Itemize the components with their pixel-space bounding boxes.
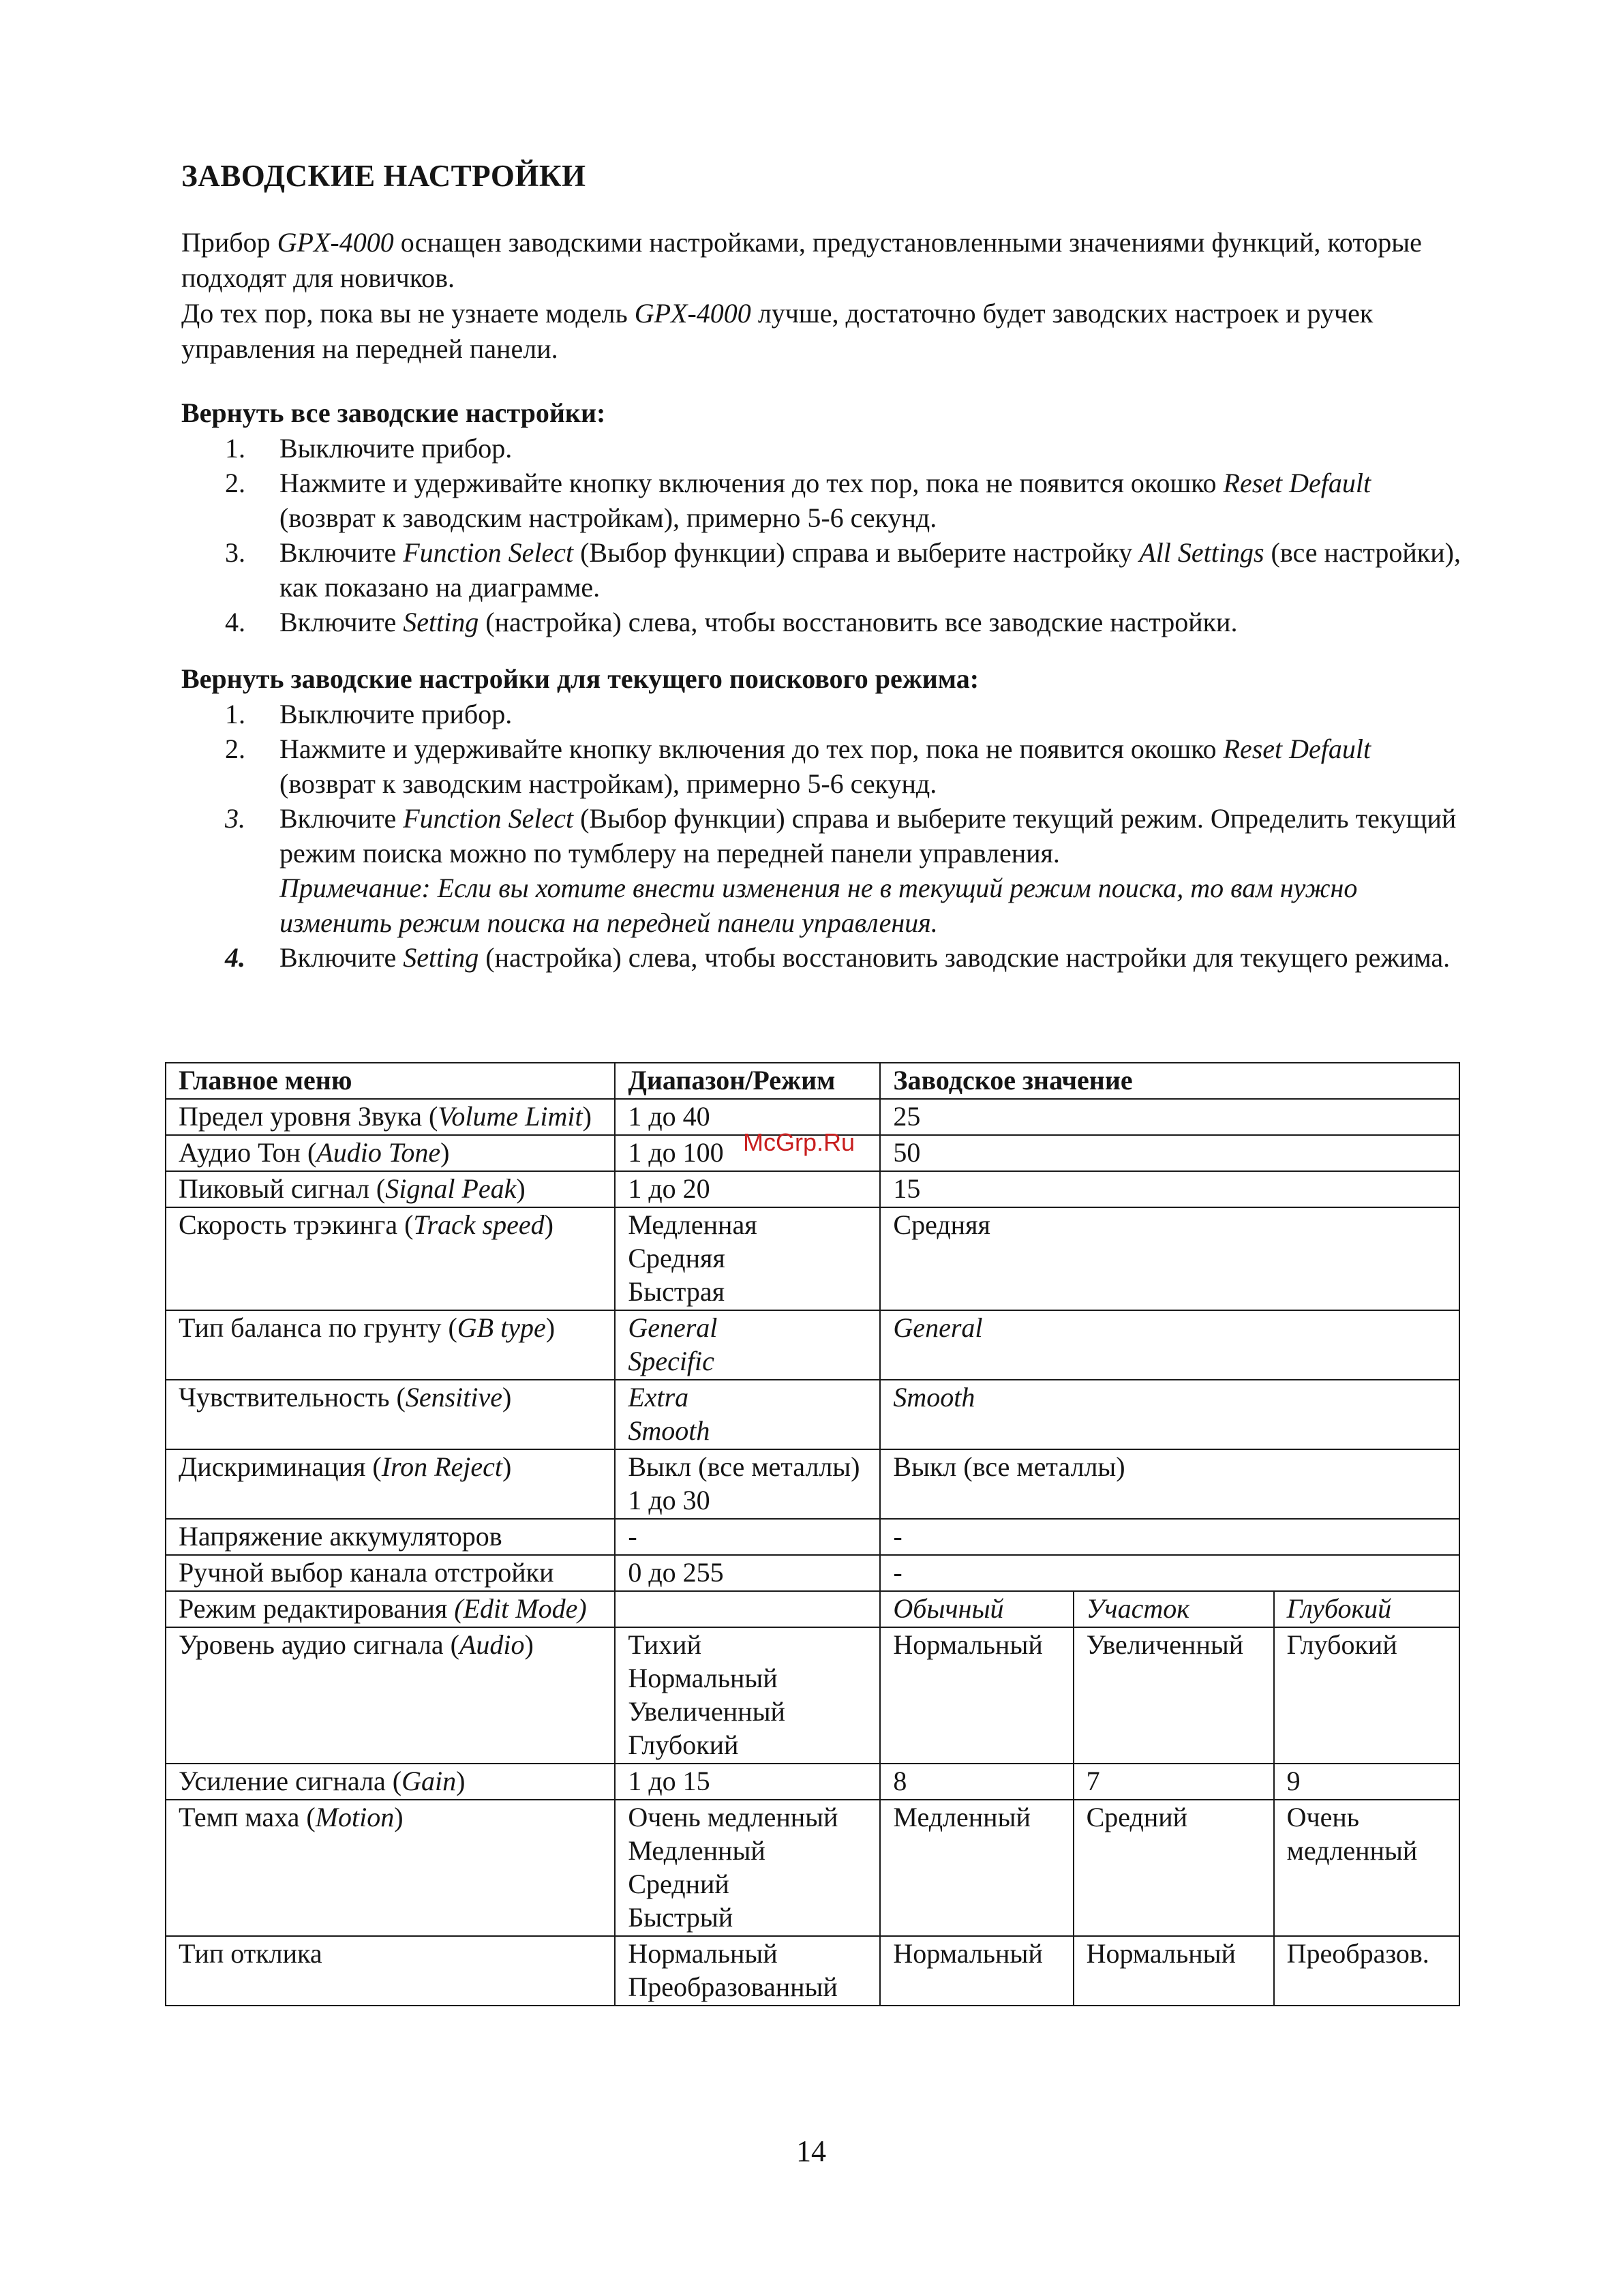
menu-cell: Дискриминация (Iron Reject) <box>166 1449 615 1519</box>
value-cell: 50 <box>880 1135 1459 1171</box>
range-cell: 0 до 255 <box>615 1555 880 1591</box>
page-title: ЗАВОДСКИЕ НАСТРОЙКИ <box>181 159 586 193</box>
list-item: 2. Нажмите и удерживайте кнопку включения до тех пор, пока не появится окошко Reset Default (возврат к заводским настройкам), примерно 5-6 секунд. <box>225 468 1371 533</box>
menu-cell: Скорость трэкинга (Track speed) <box>166 1207 615 1310</box>
value-cell: Средний <box>1074 1800 1274 1936</box>
column-header-range: Диапазон/Режим <box>615 1063 880 1099</box>
table-header-row <box>166 1063 1459 1099</box>
menu-cell: Режим редактирования (Edit Mode) <box>166 1591 615 1627</box>
mode-cell-normal: Обычный <box>880 1591 1073 1627</box>
menu-cell: Уровень аудио сигнала (Audio) <box>166 1627 615 1764</box>
column-header-default: Заводское значение <box>880 1063 1459 1099</box>
table-row <box>166 1310 1459 1380</box>
section-heading-all-settings: Вернуть все заводские настройки: <box>181 397 606 428</box>
list-item: 2. Нажмите и удерживайте кнопку включения до тех пор, пока не появится окошко Reset Default (возврат к заводским настройкам), примерно 5-6 секунд. <box>225 734 1371 799</box>
menu-cell: Пиковый сигнал (Signal Peak) <box>166 1171 615 1207</box>
value-cell: Преобразов. <box>1274 1936 1459 2006</box>
value-cell: Увеличенный <box>1074 1627 1274 1764</box>
table-row <box>166 1380 1459 1449</box>
range-cell: 1 до 15 <box>615 1764 880 1800</box>
value-cell: Нормальный <box>880 1936 1073 2006</box>
menu-cell: Тип баланса по грунту (GB type) <box>166 1310 615 1380</box>
intro-paragraph-1: Прибор GPX-4000 оснащен заводскими настройками, предустановленными значениями функций, которые подходят для новичков. <box>181 227 1422 293</box>
value-cell: 15 <box>880 1171 1459 1207</box>
menu-cell: Усиление сигнала (Gain) <box>166 1764 615 1800</box>
table-row <box>166 1936 1459 2006</box>
column-header-main-menu: Главное меню <box>166 1063 615 1099</box>
table-row <box>166 1207 1459 1310</box>
table-row <box>166 1519 1459 1555</box>
table-row <box>166 1800 1459 1936</box>
table-row <box>166 1591 1459 1627</box>
intro-paragraph-2: До тех пор, пока вы не узнаете модель GPX-4000 лучше, достаточно будет заводских настроек и ручек управления на передней панели. <box>181 298 1374 364</box>
value-cell: - <box>880 1555 1459 1591</box>
menu-cell: Ручной выбор канала отстройки <box>166 1555 615 1591</box>
range-cell: General Specific <box>615 1310 880 1380</box>
intro-text <box>181 225 1476 367</box>
menu-cell: Тип отклика <box>166 1936 615 2006</box>
value-cell: Средняя <box>880 1207 1459 1310</box>
range-cell: - <box>615 1519 880 1555</box>
table-row <box>166 1449 1459 1519</box>
factory-settings-table <box>165 1062 1460 2006</box>
value-cell: Медленный <box>880 1800 1073 1936</box>
table-row <box>166 1764 1459 1800</box>
value-cell: Выкл (все металлы) <box>880 1449 1459 1519</box>
range-cell: 1 до 40 <box>615 1099 880 1135</box>
menu-cell: Чувствительность (Sensitive) <box>166 1380 615 1449</box>
mode-cell-deep: Глубокий <box>1274 1591 1459 1627</box>
value-cell: Smooth <box>880 1380 1459 1449</box>
mode-cell-area: Участок <box>1074 1591 1274 1627</box>
range-cell: Очень медленный Медленный Средний Быстрый <box>615 1800 880 1936</box>
list-item: 3. Включите Function Select (Выбор функции) справа и выберите текущий режим. Определить текущий режим поиска можно по тумблеру на передней панели управления. Примечание: Если вы хотите внести изменения не в текущий режим поиска, то вам нужно изменить режим поиска на передней панели управления. <box>225 803 1457 938</box>
value-cell: - <box>880 1519 1459 1555</box>
table-row <box>166 1171 1459 1207</box>
value-cell: Очень медленный <box>1274 1800 1459 1936</box>
menu-cell: Темп маха (Motion) <box>166 1800 615 1936</box>
steps-list-current-mode <box>225 697 1472 975</box>
menu-cell: Предел уровня Звука (Volume Limit) <box>166 1099 615 1135</box>
range-cell: Тихий Нормальный Увеличенный Глубокий <box>615 1627 880 1764</box>
value-cell: 25 <box>880 1099 1459 1135</box>
range-cell: 1 до 100 <box>615 1135 880 1171</box>
range-cell: Нормальный Преобразованный <box>615 1936 880 2006</box>
section-heading-current-mode: Вернуть заводские настройки для текущего поискового режима: <box>181 663 980 694</box>
list-item: 4. Включите Setting (настройка) слева, чтобы восстановить заводские настройки для текущего режима. <box>225 942 1451 973</box>
range-cell <box>615 1591 880 1627</box>
range-cell: Выкл (все металлы) 1 до 30 <box>615 1449 880 1519</box>
page-number: 14 <box>796 2134 826 2168</box>
note-text: Примечание: Если вы хотите внести изменения не в текущий режим поиска, то вам нужно изменить режим поиска на передней панели управления. <box>279 873 1358 938</box>
list-item: 4. Включите Setting (настройка) слева, чтобы восстановить все заводские настройки. <box>225 607 1238 637</box>
value-cell: 7 <box>1074 1764 1274 1800</box>
list-item: 1. Выключите прибор. <box>225 699 513 729</box>
range-cell: Медленная Средняя Быстрая <box>615 1207 880 1310</box>
watermark: McGrp.Ru <box>743 1128 855 1156</box>
value-cell: Глубокий <box>1274 1627 1459 1764</box>
list-item: 3. Включите Function Select (Выбор функции) справа и выберите настройку All Settings (все настройки), как показано на диаграмме. <box>225 537 1461 603</box>
table-row <box>166 1555 1459 1591</box>
table-row <box>166 1627 1459 1764</box>
menu-cell: Напряжение аккумуляторов <box>166 1519 615 1555</box>
list-item: 1. Выключите прибор. <box>225 433 513 464</box>
steps-list-all-settings <box>225 431 1472 639</box>
range-cell: Extra Smooth <box>615 1380 880 1449</box>
value-cell: Нормальный <box>1074 1936 1274 2006</box>
value-cell: General <box>880 1310 1459 1380</box>
range-cell: 1 до 20 <box>615 1171 880 1207</box>
menu-cell: Аудио Тон (Audio Tone) <box>166 1135 615 1171</box>
value-cell: Нормальный <box>880 1627 1073 1764</box>
value-cell: 8 <box>880 1764 1073 1800</box>
value-cell: 9 <box>1274 1764 1459 1800</box>
